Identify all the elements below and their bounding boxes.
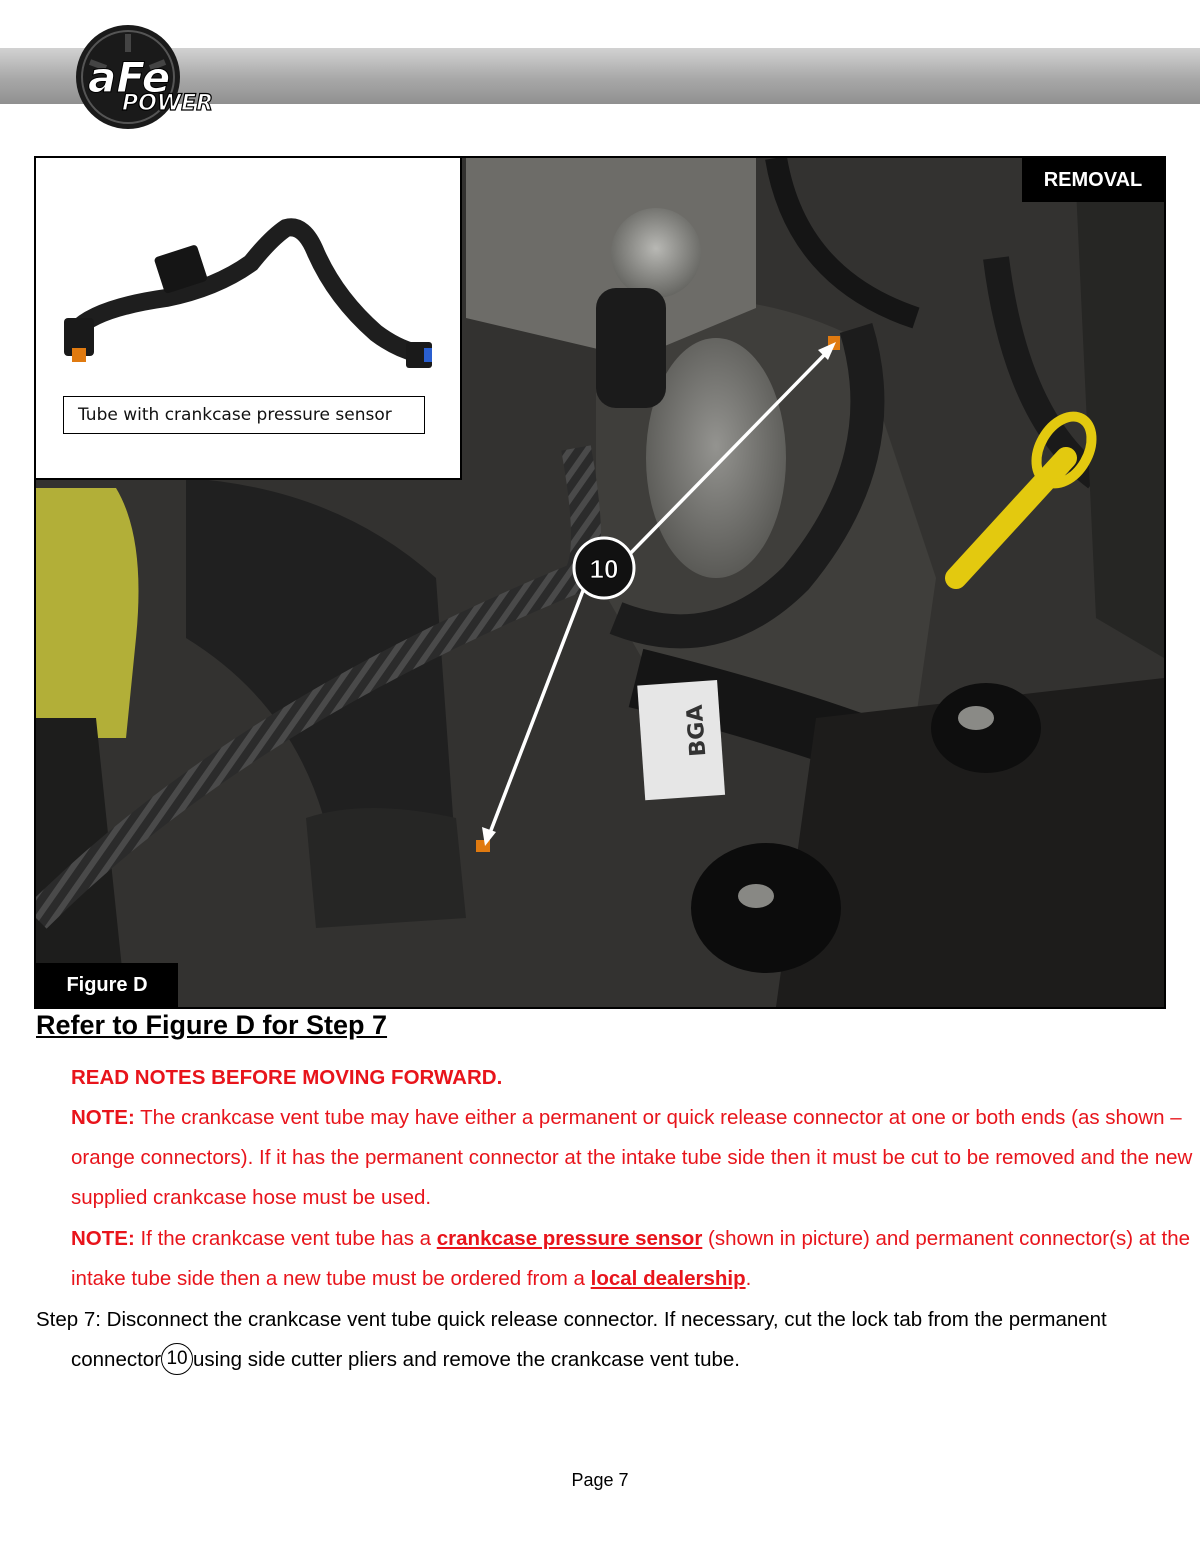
step-7 bbox=[36, 1300, 1200, 1380]
step-7-post: using side cutter pliers and remove the crankcase vent tube. bbox=[193, 1348, 740, 1371]
logo-subtext: POWER bbox=[122, 91, 214, 116]
note-2-mid: (shown in picture) and permanent connector(s) at the intake tube side then a new tube must be ordered from a bbox=[71, 1227, 1191, 1290]
note-1-text: The crankcase vent tube may have either a permanent or quick release connector at one or both ends (as shown – orange connectors). If it has the permanent connector at the intake tube side then it must be cut to be removed and the new supplied crankcase hose must be used. bbox=[71, 1106, 1193, 1209]
step-callout-10: 10 bbox=[161, 1343, 193, 1375]
removal-tag: REMOVAL bbox=[1022, 158, 1164, 202]
figure-d bbox=[34, 156, 1166, 1009]
logo-text: aFe bbox=[88, 53, 171, 102]
note-2-post: . bbox=[745, 1267, 752, 1290]
section-heading: Refer to Figure D for Step 7 bbox=[36, 1010, 388, 1040]
local-dealership-link[interactable]: local dealership bbox=[590, 1267, 746, 1290]
page-number: Page 7 bbox=[571, 1470, 629, 1490]
callout-number-10: 10 bbox=[589, 554, 619, 584]
warning-text: READ NOTES BEFORE MOVING FORWARD. bbox=[71, 1066, 503, 1089]
note-2-pre: If the crankcase vent tube has a bbox=[134, 1227, 437, 1250]
step-7-pre: Step 7: Disconnect the crankcase vent tube quick release connector. If necessary, cut the lock tab from the permanent connector bbox=[36, 1308, 1107, 1371]
note-2-label: NOTE: bbox=[71, 1227, 135, 1250]
inset-tube-photo bbox=[36, 158, 462, 480]
figure-label: Figure D bbox=[36, 963, 178, 1007]
harness-label: BGA bbox=[682, 703, 712, 758]
inset-caption: Tube with crankcase pressure sensor bbox=[63, 396, 425, 434]
note-1 bbox=[36, 1098, 1200, 1218]
crankcase-pressure-sensor-link[interactable]: crankcase pressure sensor bbox=[436, 1227, 703, 1250]
tube-illustration bbox=[36, 158, 460, 390]
afe-power-logo bbox=[70, 22, 234, 132]
note-1-label: NOTE: bbox=[71, 1106, 135, 1129]
note-2 bbox=[36, 1219, 1200, 1299]
